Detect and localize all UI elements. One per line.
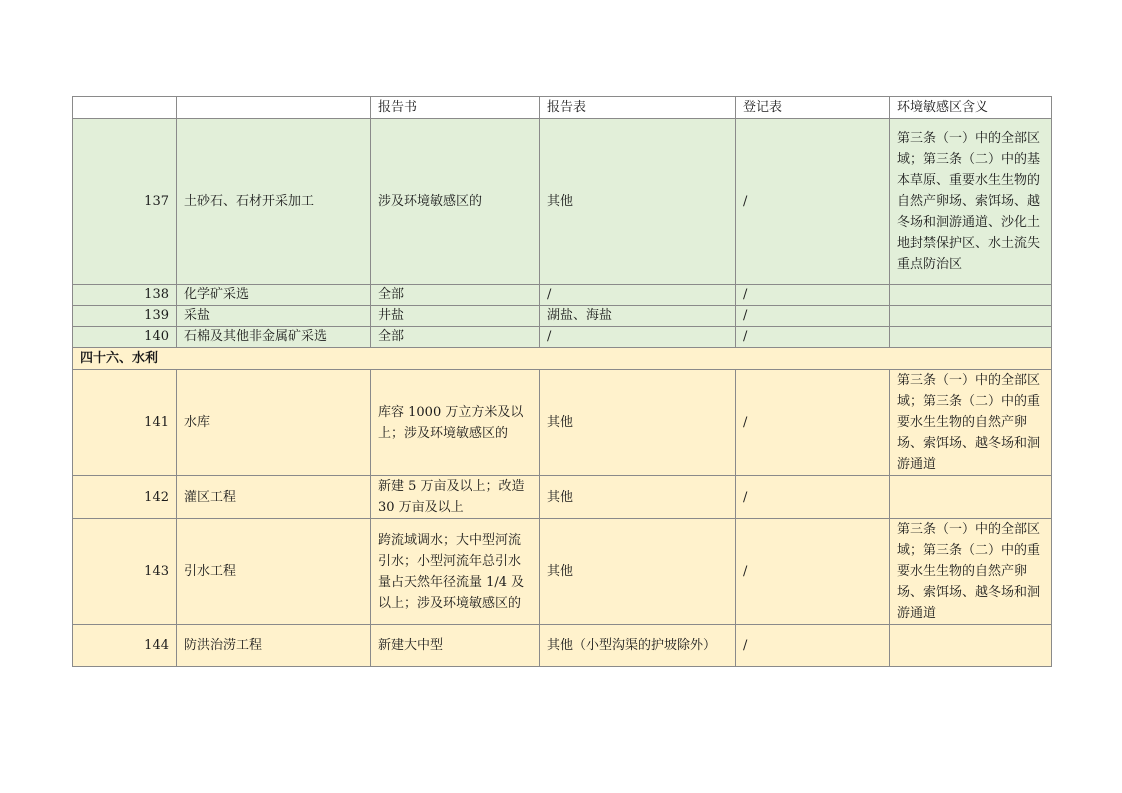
row-name: 防洪治涝工程	[177, 625, 371, 667]
row-sensitive	[890, 476, 1052, 519]
row-report-table: 其他	[540, 476, 736, 519]
row-name: 引水工程	[177, 519, 371, 625]
header-sensitive: 环境敏感区含义	[890, 97, 1052, 119]
table-row	[73, 285, 1052, 306]
table-row	[73, 306, 1052, 327]
row-register: /	[736, 476, 890, 519]
row-report-book: 涉及环境敏感区的	[371, 119, 540, 285]
row-report-table: 其他	[540, 519, 736, 625]
row-report-table: 其他	[540, 119, 736, 285]
row-register: /	[736, 519, 890, 625]
header-num	[73, 97, 177, 119]
row-report-table: 其他	[540, 370, 736, 476]
row-register: /	[736, 119, 890, 285]
row-num: 142	[73, 476, 177, 519]
row-report-book: 全部	[371, 285, 540, 306]
row-num: 138	[73, 285, 177, 306]
row-register: /	[736, 285, 890, 306]
row-register: /	[736, 327, 890, 348]
table-row	[73, 519, 1052, 625]
row-report-book: 新建 5 万亩及以上；改造 30 万亩及以上	[371, 476, 540, 519]
header-report-book: 报告书	[371, 97, 540, 119]
classification-table	[72, 96, 1052, 667]
row-report-table: /	[540, 327, 736, 348]
row-report-table: 其他（小型沟渠的护坡除外）	[540, 625, 736, 667]
row-name: 采盐	[177, 306, 371, 327]
section-title: 四十六、水利	[73, 348, 1052, 370]
row-sensitive	[890, 625, 1052, 667]
row-sensitive	[890, 285, 1052, 306]
row-num: 139	[73, 306, 177, 327]
header-register: 登记表	[736, 97, 890, 119]
row-sensitive: 第三条（一）中的全部区域；第三条（二）中的基本草原、重要水生生物的自然产卵场、索饵场、越冬场和洄游通道、沙化土地封禁保护区、水土流失重点防治区	[890, 119, 1052, 285]
section-row	[73, 348, 1052, 370]
table-row	[73, 327, 1052, 348]
header-row	[73, 97, 1052, 119]
row-num: 143	[73, 519, 177, 625]
table-row	[73, 370, 1052, 476]
row-sensitive	[890, 327, 1052, 348]
row-report-book: 井盐	[371, 306, 540, 327]
header-name	[177, 97, 371, 119]
row-sensitive: 第三条（一）中的全部区域；第三条（二）中的重要水生生物的自然产卵场、索饵场、越冬场和洄游通道	[890, 519, 1052, 625]
row-report-book: 库容 1000 万立方米及以上；涉及环境敏感区的	[371, 370, 540, 476]
row-report-book: 全部	[371, 327, 540, 348]
header-report-table: 报告表	[540, 97, 736, 119]
row-register: /	[736, 306, 890, 327]
row-sensitive: 第三条（一）中的全部区域；第三条（二）中的重要水生生物的自然产卵场、索饵场、越冬场和洄游通道	[890, 370, 1052, 476]
row-num: 137	[73, 119, 177, 285]
row-name: 石棉及其他非金属矿采选	[177, 327, 371, 348]
row-name: 水库	[177, 370, 371, 476]
row-num: 141	[73, 370, 177, 476]
row-register: /	[736, 370, 890, 476]
row-report-table: /	[540, 285, 736, 306]
table-row	[73, 476, 1052, 519]
row-report-table: 湖盐、海盐	[540, 306, 736, 327]
row-name: 灌区工程	[177, 476, 371, 519]
row-num: 140	[73, 327, 177, 348]
row-name: 化学矿采选	[177, 285, 371, 306]
row-report-book: 跨流域调水；大中型河流引水；小型河流年总引水量占天然年径流量 1/4 及以上；涉及环境敏感区的	[371, 519, 540, 625]
table-row	[73, 119, 1052, 285]
row-register: /	[736, 625, 890, 667]
row-name: 土砂石、石材开采加工	[177, 119, 371, 285]
row-report-book: 新建大中型	[371, 625, 540, 667]
row-sensitive	[890, 306, 1052, 327]
row-num: 144	[73, 625, 177, 667]
table-row	[73, 625, 1052, 667]
